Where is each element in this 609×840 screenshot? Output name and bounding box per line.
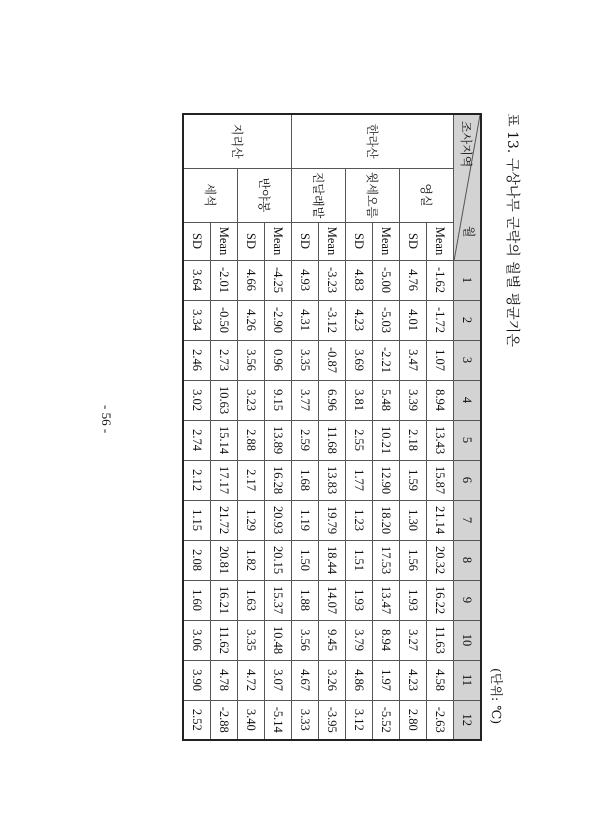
value-cell: 3.06: [183, 620, 211, 660]
value-cell: 1.97: [373, 660, 400, 700]
value-cell: 19.79: [319, 500, 346, 540]
value-cell: 2.80: [400, 700, 427, 740]
value-cell: 12.90: [373, 460, 400, 500]
stat-label: SD: [238, 222, 265, 260]
value-cell: 4.58: [427, 660, 454, 700]
value-cell: 4.86: [346, 660, 373, 700]
value-cell: 4.83: [346, 260, 373, 300]
value-cell: 1.88: [292, 580, 319, 620]
value-cell: 4.72: [238, 660, 265, 700]
value-cell: 2.18: [400, 420, 427, 460]
value-cell: 4.66: [238, 260, 265, 300]
corner-cell: [454, 114, 482, 260]
table-body: [183, 114, 454, 740]
corner-site-label: 조사지역: [459, 121, 473, 168]
value-cell: 1.15: [183, 500, 211, 540]
value-cell: -2.90: [265, 300, 292, 340]
value-cell: 3.81: [346, 380, 373, 420]
stat-label: Mean: [265, 222, 292, 260]
month-header: 9: [454, 580, 482, 620]
value-cell: 4.23: [400, 660, 427, 700]
value-cell: 15.87: [427, 460, 454, 500]
month-header: 8: [454, 540, 482, 580]
value-cell: 1.07: [427, 340, 454, 380]
table-caption: 표 13. 구상나무 군락의 월별 평균기온: [504, 113, 520, 347]
value-cell: 2.74: [183, 420, 211, 460]
stat-label: SD: [292, 222, 319, 260]
value-cell: 1.60: [183, 580, 211, 620]
month-header: 5: [454, 420, 482, 460]
value-cell: 3.35: [292, 340, 319, 380]
temperature-table: [182, 113, 482, 741]
value-cell: 11.63: [427, 620, 454, 660]
value-cell: 21.14: [427, 500, 454, 540]
month-header: 7: [454, 500, 482, 540]
stat-label: SD: [183, 222, 211, 260]
value-cell: 3.02: [183, 380, 211, 420]
value-cell: -2.63: [427, 700, 454, 740]
value-cell: 3.90: [183, 660, 211, 700]
value-cell: 1.82: [238, 540, 265, 580]
value-cell: 4.67: [292, 660, 319, 700]
value-cell: 13.43: [427, 420, 454, 460]
value-cell: 1.77: [346, 460, 373, 500]
value-cell: -0.87: [319, 340, 346, 380]
value-cell: 17.17: [211, 460, 238, 500]
stat-label: Mean: [427, 222, 454, 260]
value-cell: 1.30: [400, 500, 427, 540]
month-header: 3: [454, 340, 482, 380]
value-cell: 1.59: [400, 460, 427, 500]
value-cell: 3.33: [292, 700, 319, 740]
value-cell: 2.08: [183, 540, 211, 580]
region-name: 지리산: [183, 114, 292, 168]
value-cell: 1.68: [292, 460, 319, 500]
value-cell: 1.56: [400, 540, 427, 580]
value-cell: 14.07: [319, 580, 346, 620]
value-cell: 4.76: [400, 260, 427, 300]
value-cell: 4.31: [292, 300, 319, 340]
value-cell: 5.48: [373, 380, 400, 420]
value-cell: 3.34: [183, 300, 211, 340]
value-cell: 15.37: [265, 580, 292, 620]
value-cell: 1.23: [346, 500, 373, 540]
value-cell: 3.26: [319, 660, 346, 700]
value-cell: 1.51: [346, 540, 373, 580]
table-row: [373, 114, 400, 740]
value-cell: 3.40: [238, 700, 265, 740]
value-cell: -1.62: [427, 260, 454, 300]
stat-label: SD: [400, 222, 427, 260]
month-header: 1: [454, 260, 482, 300]
value-cell: 4.93: [292, 260, 319, 300]
value-cell: 11.68: [319, 420, 346, 460]
value-cell: -4.25: [265, 260, 292, 300]
month-header: 11: [454, 660, 482, 700]
corner-month-label: 월: [462, 225, 476, 238]
value-cell: 6.96: [319, 380, 346, 420]
stat-label: Mean: [319, 222, 346, 260]
value-cell: -5.03: [373, 300, 400, 340]
value-cell: 20.15: [265, 540, 292, 580]
value-cell: 1.50: [292, 540, 319, 580]
value-cell: 9.45: [319, 620, 346, 660]
value-cell: 3.27: [400, 620, 427, 660]
value-cell: 13.89: [265, 420, 292, 460]
value-cell: 20.93: [265, 500, 292, 540]
value-cell: 3.07: [265, 660, 292, 700]
value-cell: 10.63: [211, 380, 238, 420]
value-cell: 2.59: [292, 420, 319, 460]
value-cell: 3.47: [400, 340, 427, 380]
value-cell: 16.28: [265, 460, 292, 500]
table-row: [319, 114, 346, 740]
value-cell: 1.93: [400, 580, 427, 620]
value-cell: -5.52: [373, 700, 400, 740]
site-name: 윗세오름: [346, 168, 400, 222]
value-cell: -5.00: [373, 260, 400, 300]
value-cell: 9.15: [265, 380, 292, 420]
value-cell: 3.56: [292, 620, 319, 660]
value-cell: -3.95: [319, 700, 346, 740]
value-cell: -2.21: [373, 340, 400, 380]
value-cell: 3.35: [238, 620, 265, 660]
table-row: [427, 114, 454, 740]
value-cell: 16.21: [211, 580, 238, 620]
region-name: 한라산: [292, 114, 454, 168]
unit-label: (단위: ℃): [489, 668, 504, 725]
value-cell: 2.46: [183, 340, 211, 380]
value-cell: 2.17: [238, 460, 265, 500]
site-name: 반야봉: [238, 168, 292, 222]
value-cell: -3.23: [319, 260, 346, 300]
value-cell: 2.52: [183, 700, 211, 740]
value-cell: -0.50: [211, 300, 238, 340]
month-header: 4: [454, 380, 482, 420]
value-cell: -2.88: [211, 700, 238, 740]
value-cell: 10.48: [265, 620, 292, 660]
month-header: 2: [454, 300, 482, 340]
month-header: 6: [454, 460, 482, 500]
value-cell: 20.32: [427, 540, 454, 580]
value-cell: 2.55: [346, 420, 373, 460]
value-cell: 3.23: [238, 380, 265, 420]
table-row: [211, 114, 238, 740]
value-cell: -2.01: [211, 260, 238, 300]
value-cell: 16.22: [427, 580, 454, 620]
value-cell: 4.26: [238, 300, 265, 340]
value-cell: -3.12: [319, 300, 346, 340]
value-cell: 3.69: [346, 340, 373, 380]
value-cell: 20.81: [211, 540, 238, 580]
value-cell: 1.19: [292, 500, 319, 540]
value-cell: -5.14: [265, 700, 292, 740]
value-cell: 3.79: [346, 620, 373, 660]
stat-label: Mean: [211, 222, 238, 260]
value-cell: 1.63: [238, 580, 265, 620]
value-cell: 3.12: [346, 700, 373, 740]
value-cell: 18.44: [319, 540, 346, 580]
header-row: [454, 114, 482, 740]
site-name: 세석: [183, 168, 238, 222]
value-cell: 3.64: [183, 260, 211, 300]
value-cell: 3.56: [238, 340, 265, 380]
site-name: 영실: [400, 168, 454, 222]
value-cell: 2.12: [183, 460, 211, 500]
value-cell: 3.77: [292, 380, 319, 420]
value-cell: 11.62: [211, 620, 238, 660]
value-cell: 1.93: [346, 580, 373, 620]
value-cell: 18.20: [373, 500, 400, 540]
site-name: 진달래밭: [292, 168, 346, 222]
value-cell: 21.72: [211, 500, 238, 540]
value-cell: 3.39: [400, 380, 427, 420]
value-cell: 13.83: [319, 460, 346, 500]
value-cell: 2.73: [211, 340, 238, 380]
value-cell: 8.94: [427, 380, 454, 420]
value-cell: 17.53: [373, 540, 400, 580]
month-header: 10: [454, 620, 482, 660]
value-cell: 4.23: [346, 300, 373, 340]
value-cell: 2.88: [238, 420, 265, 460]
stat-label: SD: [346, 222, 373, 260]
value-cell: 4.78: [211, 660, 238, 700]
value-cell: 15.14: [211, 420, 238, 460]
value-cell: 8.94: [373, 620, 400, 660]
value-cell: 1.29: [238, 500, 265, 540]
value-cell: 4.01: [400, 300, 427, 340]
page-number: - 56 -: [99, 405, 114, 434]
value-cell: 10.21: [373, 420, 400, 460]
table-row: [265, 114, 292, 740]
month-header: 12: [454, 700, 482, 740]
value-cell: 13.47: [373, 580, 400, 620]
stat-label: Mean: [373, 222, 400, 260]
value-cell: -1.72: [427, 300, 454, 340]
value-cell: 0.96: [265, 340, 292, 380]
